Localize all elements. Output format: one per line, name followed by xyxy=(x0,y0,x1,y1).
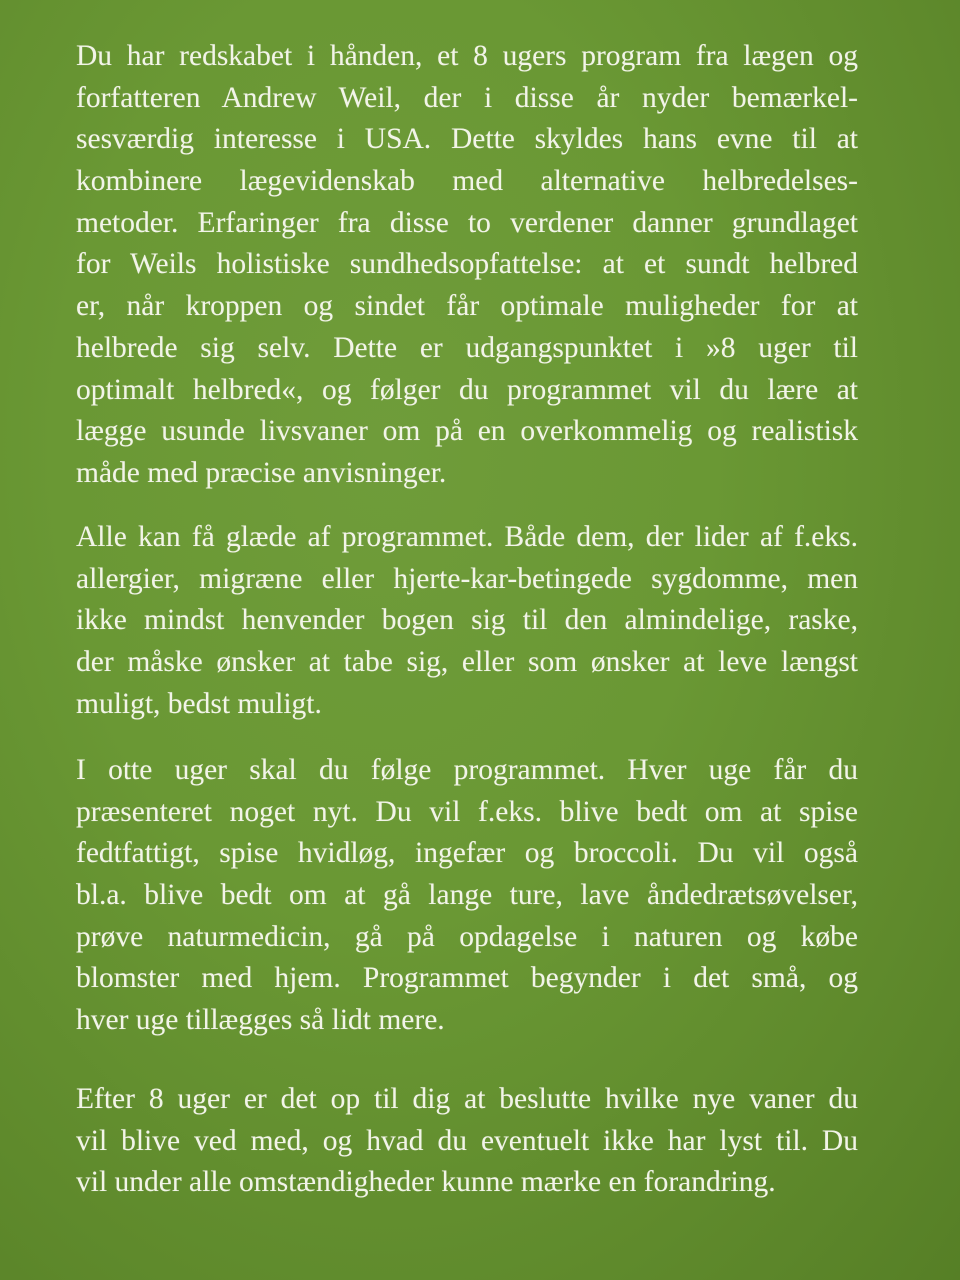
text-line: Efter 8 uger er det op til dig at beslutte hvilke nye vaner du xyxy=(76,1083,858,1115)
text-line: vil under alle omstændigheder kunne mærke en forandring. xyxy=(76,1166,776,1199)
text-line: fedtfattigt, spise hvidløg, ingefær og broccoli. Du vil også xyxy=(76,837,858,870)
paragraph-program xyxy=(76,750,858,1042)
text-line: helbrede sig selv. Dette er udgangspunktet i »8 uger til xyxy=(76,331,858,364)
text-line: forfatteren Andrew Weil, der i disse år nyder bemærkel- xyxy=(76,81,858,114)
text-line: bl.a. blive bedt om at gå lange ture, lave åndedrætsøvelser, xyxy=(76,879,858,912)
paragraph-audience xyxy=(76,517,858,725)
text-line: vil blive ved med, og hvad du eventuelt ikke har lyst til. Du xyxy=(76,1124,858,1157)
text-line: prøve naturmedicin, gå på opdagelse i naturen og købe xyxy=(76,920,858,953)
text-line: metoder. Erfaringer fra disse to verdener danner grundlaget xyxy=(76,206,858,239)
text-line: allergier, migræne eller hjerte-kar-betingede sygdomme, men xyxy=(76,562,858,595)
text-line: ikke mindst henvender bogen sig til den almindelige, raske, xyxy=(76,604,858,637)
text-line: sesværdig interesse i USA. Dette skyldes hans evne til at xyxy=(76,123,858,156)
text-line: der måske ønsker at tabe sig, eller som ønsker at leve længst xyxy=(76,646,858,679)
text-line: Alle kan få glæde af programmet. Både dem, der lider af f.eks. xyxy=(76,521,858,553)
text-line: optimalt helbred«, og følger du programmet vil du lære at xyxy=(76,373,858,406)
paragraph-conclusion xyxy=(76,1079,858,1204)
text-line: er, når kroppen og sindet får optimale muligheder for at xyxy=(76,290,858,323)
text-line: blomster med hjem. Programmet begynder i det små, og xyxy=(76,962,858,995)
paragraph-intro xyxy=(76,36,858,495)
text-line: for Weils holistiske sundhedsopfattelse: at et sundt helbred xyxy=(76,248,858,281)
text-line: Du har redskabet i hånden, et 8 ugers program fra lægen og xyxy=(76,40,858,72)
text-line: lægge usunde livsvaner om på en overkommelig og realistisk xyxy=(76,415,858,448)
text-line: måde med præcise anvisninger. xyxy=(76,456,447,489)
text-line: præsenteret noget nyt. Du vil f.eks. blive bedt om at spise xyxy=(76,795,858,828)
text-line: kombinere lægevidenskab med alternative helbredelses- xyxy=(76,165,858,198)
text-line: hver uge tillægges så lidt mere. xyxy=(76,1004,445,1037)
text-line: muligt, bedst muligt. xyxy=(76,687,322,720)
text-line: I otte uger skal du følge programmet. Hver uge får du xyxy=(76,754,858,786)
